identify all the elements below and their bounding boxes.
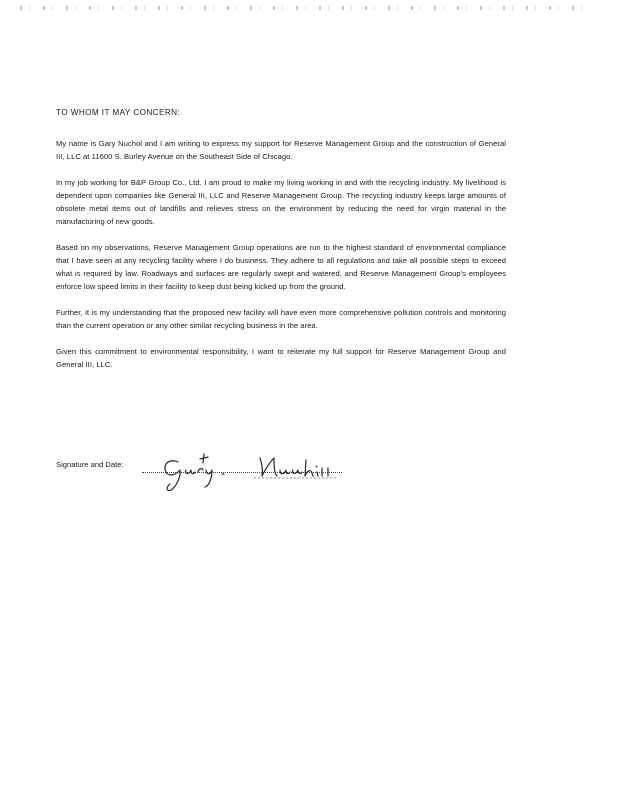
paragraph-new-facility: Further, it is my understanding that the proposed new facility will have even more comprehensive pollution controls and monitoring than the current operation or any other similar recycling business in the area. bbox=[56, 308, 506, 330]
scan-edge-artifact bbox=[20, 6, 590, 10]
handwritten-signature bbox=[156, 448, 356, 494]
paragraph-observations: Based on my observations, Reserve Management Group operations are run to the highest standard of environmental compliance that I have seen at any recycling facility where I do business. They adhere to all regulations and take all possible steps to exceed what is required by law. Roadways and surfaces are regularly swept and watered, and Reserve Management Group's employees enforce low speed limits in their facility to keep dust being kicked up from the ground. bbox=[56, 243, 506, 291]
paragraph-closing: Given this commitment to environmental responsibility, I want to reiterate my full support for Reserve Management Group and General III, LLC. bbox=[56, 347, 506, 369]
letter-body bbox=[56, 106, 506, 384]
paragraph-employment: In my job working for B&P Group Co., Ltd. I am proud to make my living working in and with the recycling industry. My livelihood is dependent upon companies like General III, LLC and Reserve Management Group. The recycling industry keeps large amounts of obsolete metal items out of landfills and relieves stress on the environment by reducing the need for virgin material in the manufacturing of new goods. bbox=[56, 178, 506, 226]
signature-block bbox=[56, 448, 356, 498]
paragraph-introduction: My name is Gary Nuchol and I am writing to express my support for Reserve Management Group and the construction of General III, LLC at 11600 S. Burley Avenue on the Southeast Side of Chicago. bbox=[56, 139, 506, 161]
salutation: TO WHOM IT MAY CONCERN: bbox=[56, 108, 181, 117]
signature-label: Signature and Date: bbox=[56, 460, 124, 469]
